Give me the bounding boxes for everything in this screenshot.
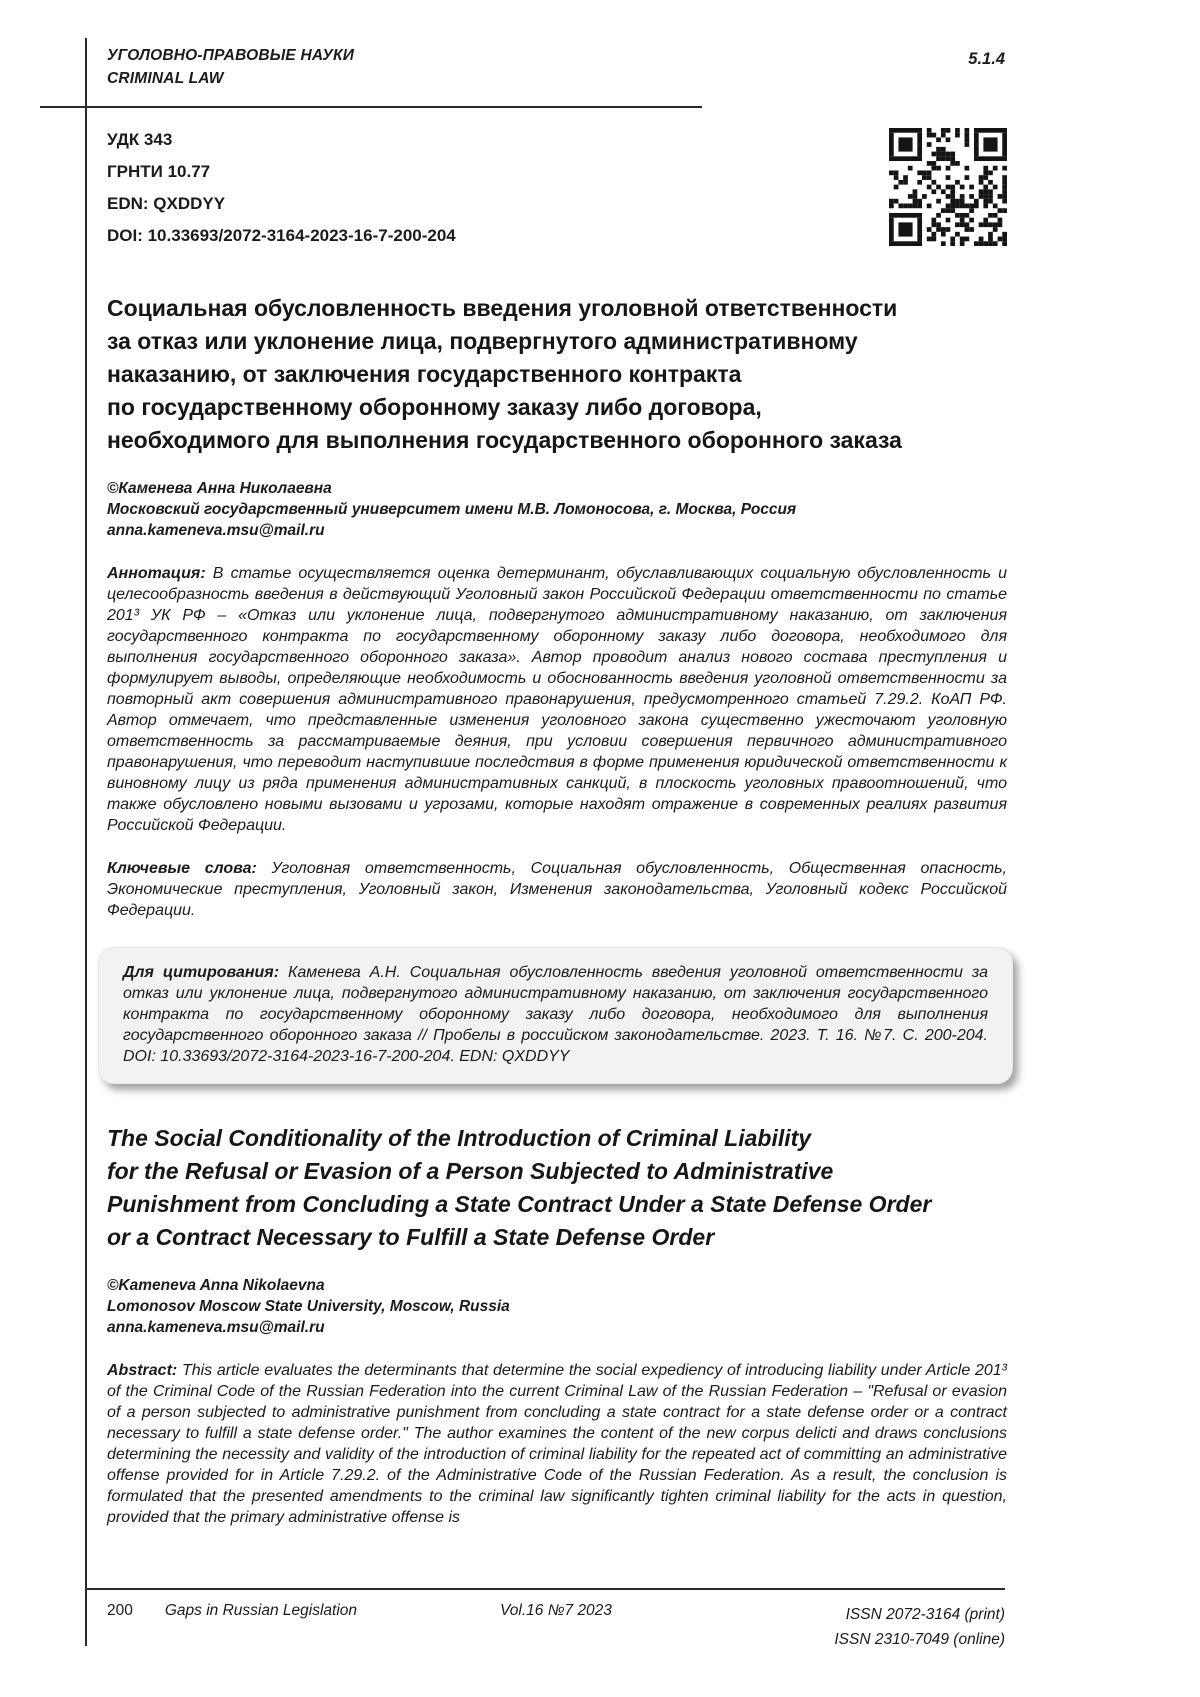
journal-name: Gaps in Russian Legislation (164, 1602, 358, 1619)
header-rule (40, 106, 702, 108)
udk-line: УДК 343 (107, 130, 173, 149)
title-ru-line: наказанию, от заключения государственного контракта (107, 361, 742, 387)
author-affiliation-en: Lomonosov Moscow State University, Moscow, Russia (107, 1298, 510, 1315)
footer-rule (85, 1588, 1005, 1590)
citation-box (98, 947, 1013, 1084)
abstract-ru (107, 563, 1007, 836)
article-content (107, 124, 1007, 1528)
abstract-ru-label: Аннотация: (107, 565, 206, 582)
title-en-line: or a Contract Necessary to Fulfill a State Defense Order (107, 1224, 715, 1250)
keywords-label: Ключевые слова: (107, 860, 257, 877)
article-title-en (107, 1122, 1007, 1254)
author-block-ru (107, 478, 1007, 541)
page-number: 200 (107, 1602, 133, 1619)
abstract-ru-text: В статье осуществляется оценка детерминант, обуславливающих социальную обусловленность и целесообразность введения в действующий Уголовный закон Российской Федерации ответственности по статье 201³ УК РФ – «Отказ или уклонение лица, подвергнутого административному наказанию, от заключения государственного контракта по государственному оборонному заказу либо договора, необходимого для выполнения государственного оборонного заказа». Автор проводит анализ нового состава преступления и формулирует выводы, определяющие необходимость и обоснованность введения уголовной ответственности за повторный акт совершения административного правонарушения, предусмотренного статьей 7.29.2. КоАП РФ. Автор отмечает, что представленные изменения уголовного закона существенно ужесточают уголовную ответственность за рассматриваемые деяния, при условии совершения первичного административного правонарушения, что переводит наступившие последствия в форме применения юридической ответственности к виновному лицу из ряда применения административных санкций, в плоскость уголовных правоотношений, что также обусловлено новыми вызовами и угрозами, которые находят отражение в современных реалиях развития Российской Федерации. (107, 565, 1007, 834)
classification-code: 5.1.4 (968, 50, 1005, 68)
title-ru-line: по государственному оборонному заказу либо договора, (107, 394, 762, 420)
meta-row (107, 124, 1007, 252)
issn-online: ISSN 2310-7049 (online) (834, 1631, 1005, 1648)
abstract-en-label: Abstract: (107, 1362, 178, 1379)
author-block-en (107, 1275, 1007, 1338)
footer-left (107, 1602, 406, 1620)
citation-label: Для цитирования: (123, 964, 280, 981)
left-margin-rule (85, 38, 87, 1646)
author-affiliation-ru: Московский государственный университет имени М.В. Ломоносова, г. Москва, Россия (107, 501, 797, 518)
title-ru-line: необходимого для выполнения государственного оборонного заказа (107, 427, 902, 453)
qr-code (889, 128, 1007, 246)
author-email-ru: anna.kameneva.msu@mail.ru (107, 522, 325, 539)
abstract-en (107, 1360, 1007, 1528)
abstract-en-text: This article evaluates the determinants that determine the social expediency of introducing liability under Article 201³ of the Criminal Code of the Russian Federation into the current Criminal Law of the Russian Federation – "Refusal or evasion of a person subjected to administrative punishment from concluding a state contract for a state defense order or a contract necessary to fulfill a state defense order." The author examines the content of the new corpus delicti and draws conclusions determining the necessity and validity of the introduction of criminal liability for the repeated act of committing an administrative offense provided for in Article 7.29.2. of the Administrative Code of the Russian Federation. As a result, the conclusion is formulated that the presented amendments to the criminal law significantly tighten criminal liability for the acts in question, provided that the primary administrative offense is (107, 1362, 1007, 1526)
title-en-line: for the Refusal or Evasion of a Person Subjected to Administrative (107, 1158, 834, 1184)
section-title-ru: УГОЛОВНО-ПРАВОВЫЕ НАУКИ (107, 47, 355, 64)
doi-line: DOI: 10.33693/2072-3164-2023-16-7-200-204 (107, 226, 456, 245)
author-name-en: ©Kameneva Anna Nikolaevna (107, 1277, 325, 1294)
title-en-line: The Social Conditionality of the Introduction of Criminal Liability (107, 1125, 812, 1151)
footer-right (706, 1602, 1005, 1652)
keywords-text: Уголовная ответственность, Социальная обусловленность, Общественная опасность, Экономические преступления, Уголовный закон, Изменения законодательства, Уголовный кодекс Российской Федерации. (107, 860, 1008, 919)
keywords-ru (107, 858, 1007, 921)
edn-line: EDN: QXDDYY (107, 194, 226, 213)
section-title-en: CRIMINAL LAW (107, 70, 224, 87)
volume-info: Vol.16 №7 2023 (500, 1602, 612, 1619)
grnti-line: ГРНТИ 10.77 (107, 162, 211, 181)
author-email-en: anna.kameneva.msu@mail.ru (107, 1319, 325, 1336)
page-footer (107, 1602, 1005, 1652)
meta-block (107, 124, 456, 252)
section-heading (107, 44, 354, 90)
citation-paragraph (123, 962, 988, 1067)
page-header (107, 44, 1005, 90)
title-en-line: Punishment from Concluding a State Contract Under a State Defense Order (107, 1191, 932, 1217)
title-ru-line: за отказ или уклонение лица, подвергнутого административному (107, 328, 858, 354)
issn-print: ISSN 2072-3164 (print) (845, 1606, 1005, 1623)
title-ru-line: Социальная обусловленность введения уголовной ответственности (107, 295, 898, 321)
author-name-ru: ©Каменева Анна Николаевна (107, 480, 332, 497)
citation-text: Каменева А.Н. Социальная обусловленность введения уголовной ответственности за отказ или уклонение лица, подвергнутого административному наказанию, от заключения государственного контракта по государственному оборонному заказу либо договора, необходимого для выполнения государственного оборонного заказа // Пробелы в российском законодательстве. 2023. Т. 16. №7. С. 200-204. DOI: 10.33693/2072-3164-2023-16-7-200-204. EDN: QXDDYY (123, 964, 989, 1065)
article-title-ru (107, 292, 1007, 457)
